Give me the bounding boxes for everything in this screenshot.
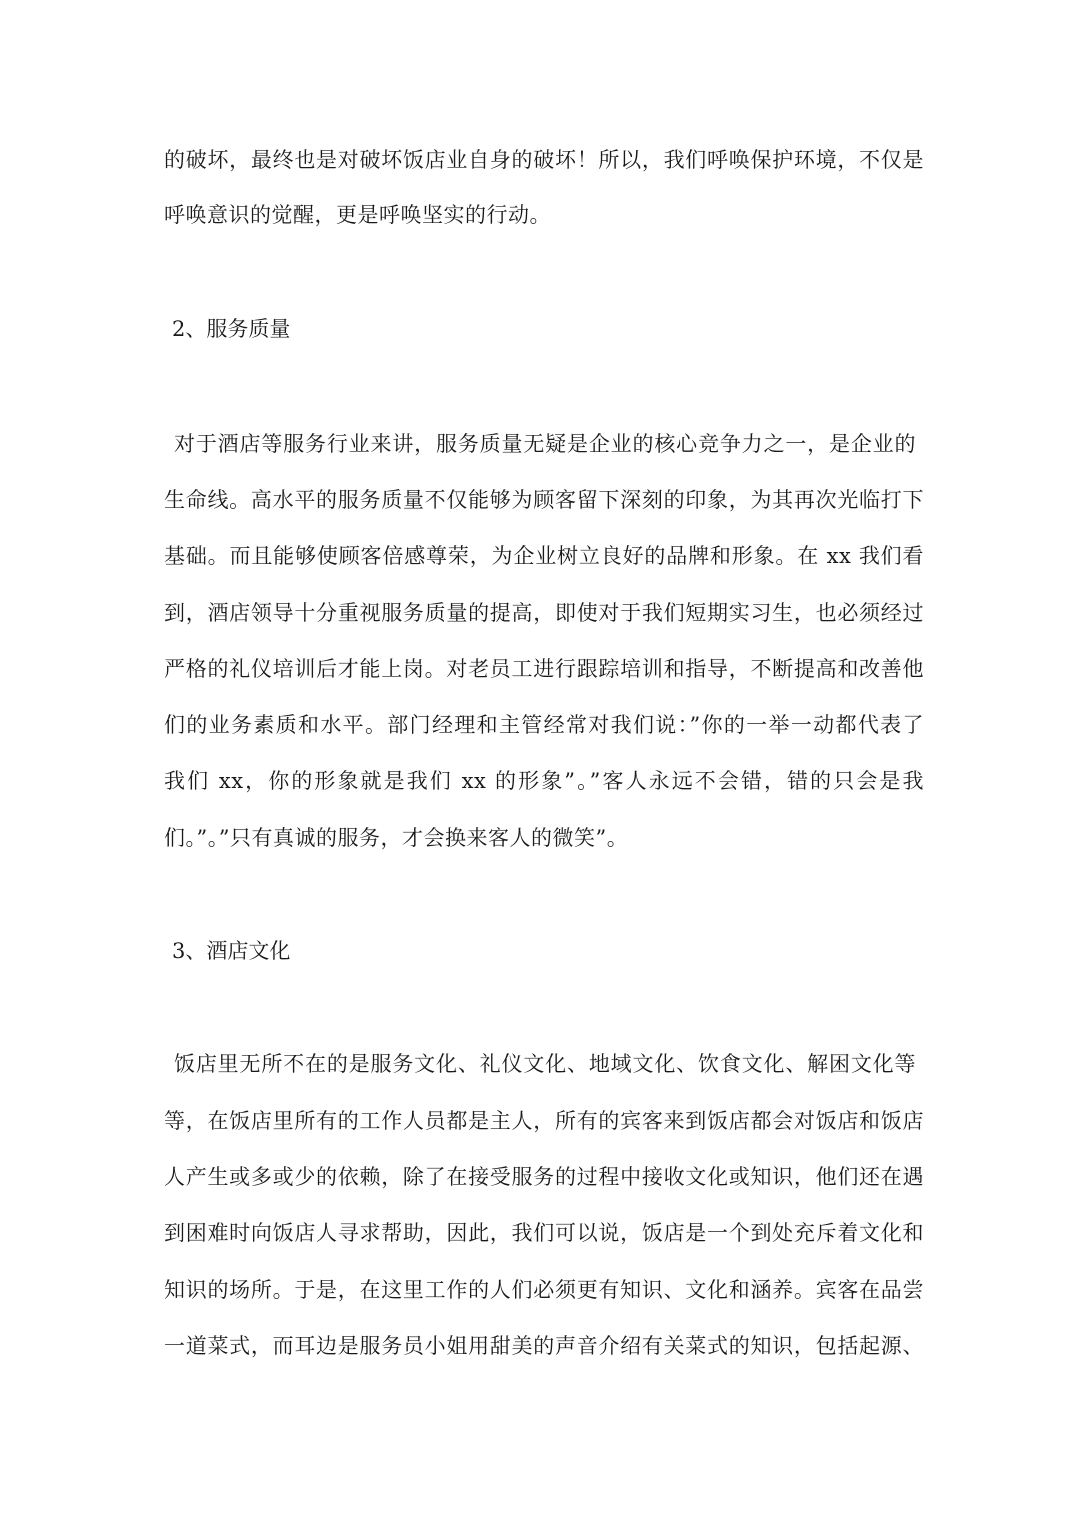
paragraph-line: 到困难时向饭店人寻求帮助，因此，我们可以说，饭店是一个到处充斥着文化和 [164,1221,924,1245]
paragraph-line: 基础。而且能够使顾客倍感尊荣，为企业树立良好的品牌和形象。在 xx 我们看 [164,544,924,568]
paragraph-line: 的破坏，最终也是对破坏饭店业自身的破坏！所以，我们呼唤保护环境，不仅是 [164,148,924,172]
section-heading-hotel-culture: 3、酒店文化 [172,939,291,963]
paragraph-line: 呼唤意识的觉醒，更是呼唤坚实的行动。 [164,203,551,227]
paragraph-line: 生命线。高水平的服务质量不仅能够为顾客留下深刻的印象，为其再次光临打下 [164,488,924,512]
paragraph-line: 到，酒店领导十分重视服务质量的提高，即使对于我们短期实习生，也必须经过 [164,601,924,625]
paragraph-line: 饭店里无所不在的是服务文化、礼仪文化、地域文化、饮食文化、解困文化等 [174,1052,916,1076]
paragraph-line: 们。”。”只有真诚的服务，才会换来客人的微笑”。 [164,826,629,850]
paragraph-line: 一道菜式，而耳边是服务员小姐用甜美的声音介绍有关菜式的知识，包括起源、 [164,1334,924,1358]
paragraph-line: 严格的礼仪培训后才能上岗。对老员工进行跟踪培训和指导，不断提高和改善他 [164,657,924,681]
paragraph-line: 对于酒店等服务行业来讲，服务质量无疑是企业的核心竞争力之一，是企业的 [174,432,916,456]
paragraph-line: 人产生或多或少的依赖，除了在接受服务的过程中接收文化或知识，他们还在遇 [164,1165,924,1189]
paragraph-line: 等，在饭店里所有的工作人员都是主人，所有的宾客来到饭店都会对饭店和饭店 [164,1109,924,1133]
paragraph-line: 我们 xx，你的形象就是我们 xx 的形象”。”客人永远不会错，错的只会是我 [164,769,924,793]
paragraph-line: 知识的场所。于是，在这里工作的人们必须更有知识、文化和涵养。宾客在品尝 [164,1278,924,1302]
section-heading-service-quality: 2、服务质量 [172,317,291,341]
paragraph-line: 们的业务素质和水平。部门经理和主管经常对我们说：”你的一举一动都代表了 [164,713,924,737]
